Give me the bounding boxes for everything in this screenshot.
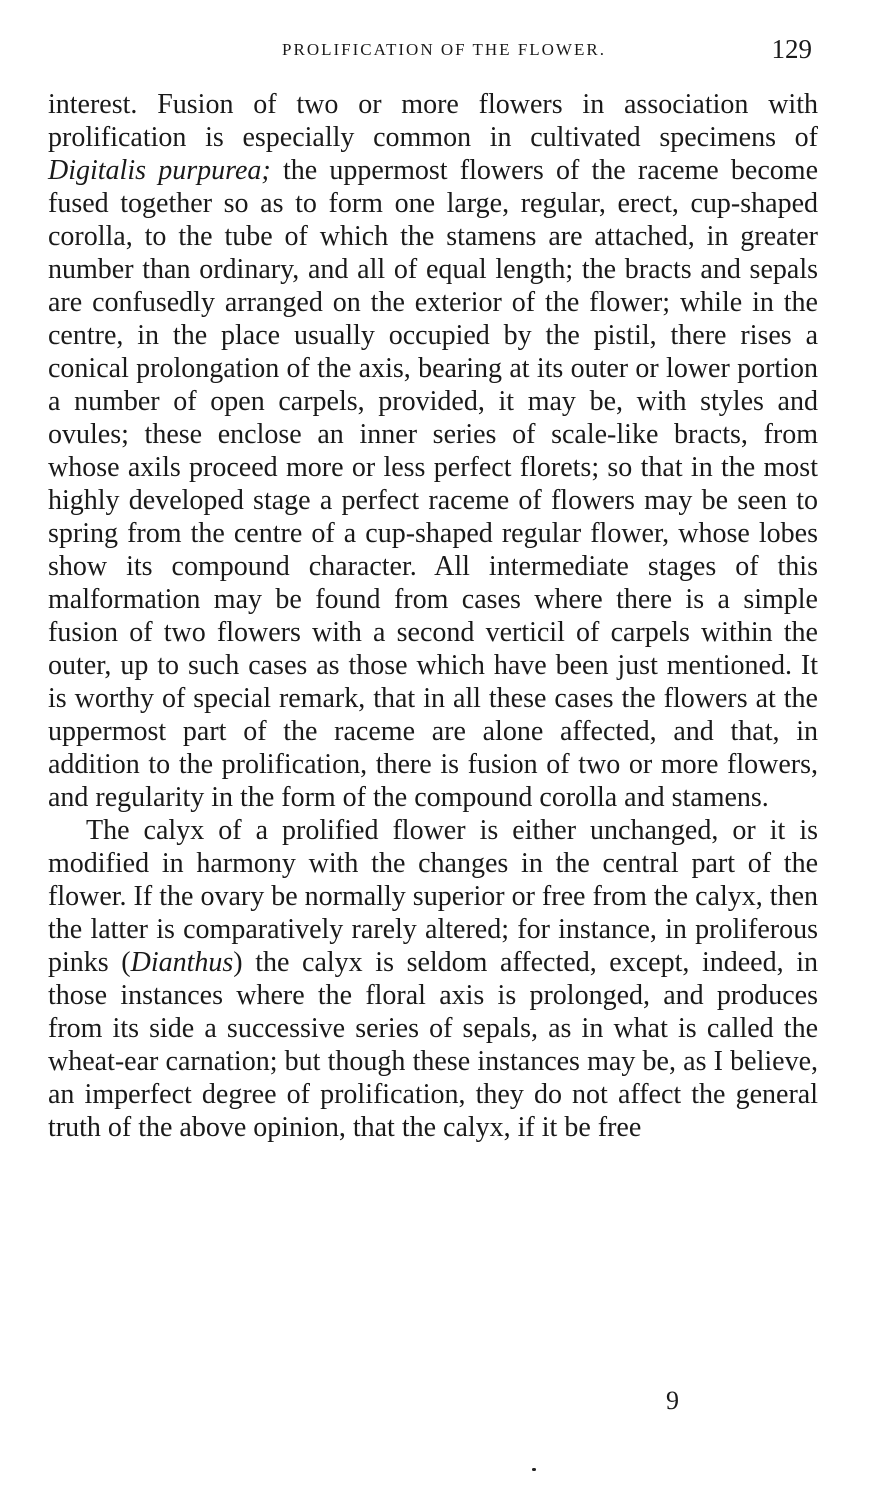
running-title: PROLIFICATION OF THE FLOWER. [282,40,606,59]
paragraph-2-italic: Dianthus [130,947,234,978]
page-number: 129 [771,34,812,64]
paragraph-2-text-a: The calyx of a prolified flower is either unchanged, or it is modified in harmony with the changes in the central part of the flower. If the ovary be normally superior or free from the calyx, then the latter is comparatively rarely altered; for instance, in proliferous pinks ( [48,815,818,978]
ink-speck [532,1468,536,1471]
paragraph-1-text-a: interest. Fusion of two or more flowers in association with prolification is especially common in cultivated specimens of [48,89,818,153]
signature-mark: 9 [666,1386,679,1415]
paragraph-1 [48,88,818,814]
paragraph-1-text-b: the uppermost flowers of the raceme become fused together so as to form one large, regular, erect, cup-shaped corolla, to the tube of which the stamens are attached, in greater number than ordinary, and all of equal length; the bracts and sepals are confusedly arranged on the exterior of the flower; while in the centre, in the place usually occupied by the pistil, there rises a conical prolongation of the axis, bearing at its outer or lower portion a number of open carpels, provided, it may be, with styles and ovules; these enclose an inner series of scale-like bracts, from whose axils proceed more or less perfect florets; so that in the most highly developed stage a perfect raceme of flowers may be seen to spring from the centre of a cup-shaped regular flower, whose lobes show its compound character. All intermediate stages of this malformation may be found from cases where there is a simple fusion of two flowers with a second verticil of carpels within the outer, up to such cases as those which have been just mentioned. It is worthy of special remark, that in all these cases the flowers at the uppermost part of the raceme are alone affected, and that, in addition to the prolification, there is fusion of two or more flowers, and regularity in the form of the compound corolla and stamens. [48,155,818,813]
paragraph-2 [48,814,818,1144]
running-head [46,34,822,74]
body-text [48,88,818,1144]
paragraph-1-italic: Digitalis purpurea; [48,155,271,186]
paragraph-2-text-b: ) the calyx is seldom affected, except, indeed, in those instances where the floral axis is prolonged, and produces from its side a successive series of sepals, as in what is called the wheat-ear carnation; but though these instances may be, as I believe, an imperfect degree of prolification, they do not affect the general truth of the above opinion, that the calyx, if it be free [48,947,818,1143]
